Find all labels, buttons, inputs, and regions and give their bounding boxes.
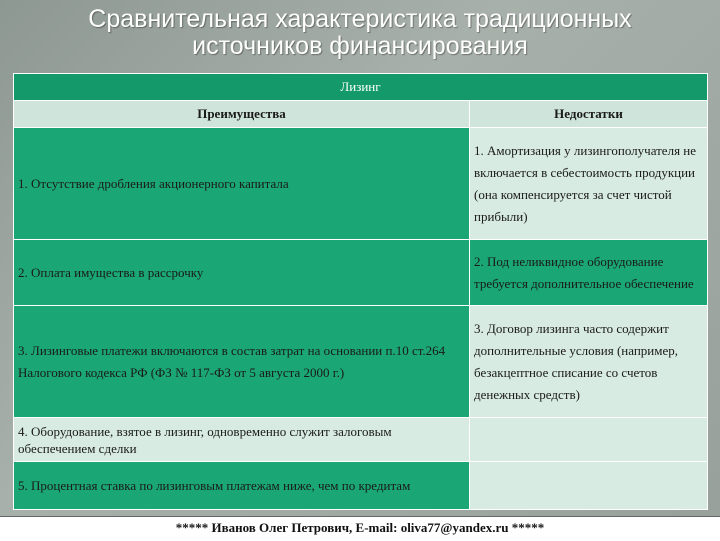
column-header-disadvantages: Недостатки — [470, 101, 708, 128]
table-row — [14, 128, 708, 240]
advantage-cell-2: 2. Оплата имущества в рассрочку — [14, 240, 470, 306]
table-row — [14, 306, 708, 418]
column-header-advantages: Преимущества — [14, 101, 470, 128]
disadvantage-cell-5 — [470, 462, 708, 510]
leasing-comparison-table — [13, 73, 708, 510]
table-row — [14, 418, 708, 462]
author-footer: ***** Иванов Олег Петрович, E-mail: oliva77@yandex.ru ***** — [0, 516, 720, 541]
advantage-cell-5: 5. Процентная ставка по лизинговым платежам ниже, чем по кредитам — [14, 462, 470, 510]
title-line-1: Сравнительная характеристика традиционных — [88, 5, 632, 33]
advantage-cell-1: 1. Отсутствие дробления акционерного капитала — [14, 128, 470, 240]
disadvantage-cell-3: 3. Договор лизинга часто содержит дополнительные условия (например, безакцептное списание со счетов денежных средств) — [470, 306, 708, 418]
page-title — [0, 6, 720, 60]
advantage-cell-3: 3. Лизинговые платежи включаются в состав затрат на основании п.10 ст.264 Налогового кодекса РФ (ФЗ № 117-ФЗ от 5 августа 2000 г.) — [14, 306, 470, 418]
disadvantage-cell-4 — [470, 418, 708, 462]
disadvantage-cell-1: 1. Амортизация у лизингополучателя не включается в себестоимость продукции (она компенсируется за счет чистой прибыли) — [470, 128, 708, 240]
disadvantage-cell-2: 2. Под неликвидное оборудование требуется дополнительное обеспечение — [470, 240, 708, 306]
title-line-2: источников финансирования — [192, 32, 528, 60]
table-row — [14, 462, 708, 510]
table-header-leasing: Лизинг — [14, 74, 708, 101]
advantage-cell-4: 4. Оборудование, взятое в лизинг, одновременно служит залоговым обеспечением сделки — [14, 418, 470, 462]
table-row — [14, 240, 708, 306]
